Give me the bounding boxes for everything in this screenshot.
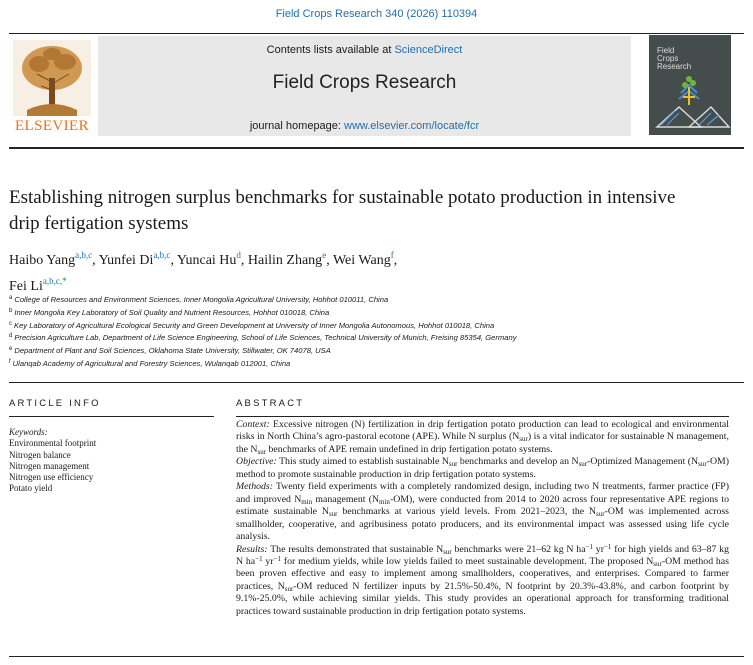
article-info-rule xyxy=(9,416,214,417)
keyword: Nitrogen balance xyxy=(9,449,71,460)
header-rule xyxy=(9,147,744,149)
affiliation: $^f$ Ulanqab Academy of Agricultural and Forestry Sciences, Wulanqab 012001, China xyxy=(9,358,291,368)
journal-masthead xyxy=(98,36,631,136)
affiliation: $^c$ Key Laboratory of Agricultural Ecological Security and Green Development at University of Inner Mongolia Autonomous, Hohhot 010018, China xyxy=(9,320,495,330)
sciencedirect-link[interactable]: ScienceDirect xyxy=(394,44,463,56)
abstract-body xyxy=(236,419,729,618)
keywords-box xyxy=(9,427,209,495)
section-rule xyxy=(9,382,744,383)
author[interactable]: Wei Wang$^f$, xyxy=(332,250,398,268)
affiliation-list xyxy=(9,293,709,370)
keyword: Environmental footprint xyxy=(9,438,97,449)
abstract-methods: Methods: Twenty field experiments with a completely randomized design, including two N treatments, farmer practice (FP) and improved $N_{min}$ management $(N_{min}-OM)$, were conducted from 2014 to 2020 across four representative APE regions to estimate sustainable $N_{sur}$ benchmarks at various yield levels. From 2021–2023, the $N_{sur}-OM$ was implemented across smallholder, cooperative, and agribusiness potato producers, and its environmental impact was assessed using life cycle analysis. xyxy=(236,481,729,543)
keyword: Nitrogen management xyxy=(9,460,90,471)
keywords-label: Keywords: xyxy=(9,427,48,437)
top-rule xyxy=(9,33,744,34)
affiliation: $^b$ Inner Mongolia Key Laboratory of Soil Quality and Nutrient Resources, Hohhot 010018, China xyxy=(9,307,330,317)
keyword: Nitrogen use efficiency xyxy=(9,472,94,483)
author[interactable]: Hailin Zhang$^e$, xyxy=(247,250,330,268)
journal-reference[interactable]: Field Crops Research 340 (2026) 110394 xyxy=(275,8,478,20)
abstract-results: Results: The results demonstrated that sustainable $N_{sur}$ benchmarks were 21–62 kg N $ha^{-1}$ $yr^{-1}$ for high yields and 63–87 kg N $ha^{-1}$ $yr^{-1}$ for medium yields, while low yields failed to meet sustainable development. The proposed $N_{sur}-OM$ method has been proven effective and easy to implement among smallholders, cooperatives, and enterprises. Compared to farmer practices, $N_{sur}-OM$ reduced N fertilizer inputs by 21.5%-50.4%, N footprint by 20.3%-43.8%, and carbon footprint by 9.1%-25.0%, while achieving similar yields. This study provides an operational approach for transforming traditional practices toward sustainable production in drip fertigation potato systems. xyxy=(236,542,729,617)
journal-cover-thumbnail[interactable] xyxy=(649,35,731,135)
affiliation: $^e$ Department of Plant and Soil Sciences, Oklahoma State University, Stillwater, OK 74078, USA xyxy=(9,346,331,356)
keyword: Potato yield xyxy=(9,483,53,494)
abstract-heading: ABSTRACT xyxy=(236,398,305,409)
journal-homepage: journal homepage: www.elsevier.com/locate/fcr xyxy=(249,120,480,132)
cover-title: Field Crops Research xyxy=(657,46,692,71)
bottom-rule xyxy=(9,656,744,657)
contents-line: Contents lists available at ScienceDirect xyxy=(266,44,463,56)
author-list xyxy=(9,245,709,297)
author[interactable]: Yunfei Di$^{a,b,c}$, xyxy=(98,250,174,268)
author[interactable]: Fei $Li^{a,b,c,*}$ xyxy=(9,276,67,294)
author[interactable]: Haibo Yang$^{a,b,c}$, xyxy=(9,250,96,268)
affiliation: $^d$ Precision Agriculture Lab, Department of Life Science Engineering, School of Life Sciences, Technical University of Munich, Freising 85354, Germany xyxy=(9,333,517,343)
publisher-name: ELSEVIER xyxy=(14,118,90,134)
affiliation: $^a$ College of Resources and Environment Sciences, Inner Mongolia Agricultural University, Hohhot 010011, China xyxy=(9,295,389,304)
abstract-rule xyxy=(236,416,729,417)
journal-homepage-link[interactable]: www.elsevier.com/locate/fcr xyxy=(344,120,480,132)
article-title: Establishing nitrogen surplus benchmarks for sustainable potato production in intensive drip fertigation systems xyxy=(9,187,676,234)
article-info-heading: ARTICLE INFO xyxy=(9,398,101,409)
abstract-context: Context: Excessive nitrogen (N) fertilization in drip fertigation potato production can lead to ecological and environmental risks in North China’s agro-pastoral ecotone (APE). While N surplus $(N_{sur})$ is a vital indicator for sustainable N management, the $N_{sur}$ benchmarks of APE remain undefined in drip fertigation potato systems. xyxy=(236,419,729,456)
journal-title: Field Crops Research xyxy=(272,72,457,93)
abstract-objective: Objective: This study aimed to establish sustainable $N_{sur}$ benchmarks and develop an $N_{sur}$-Optimized Management $(N_{sur}-OM)$ method to promote sustainable production in drip fertigation potato systems. xyxy=(236,456,730,480)
author[interactable]: Yuncai Hu$^d$, xyxy=(176,250,245,268)
cover-artwork-icon xyxy=(649,35,731,135)
